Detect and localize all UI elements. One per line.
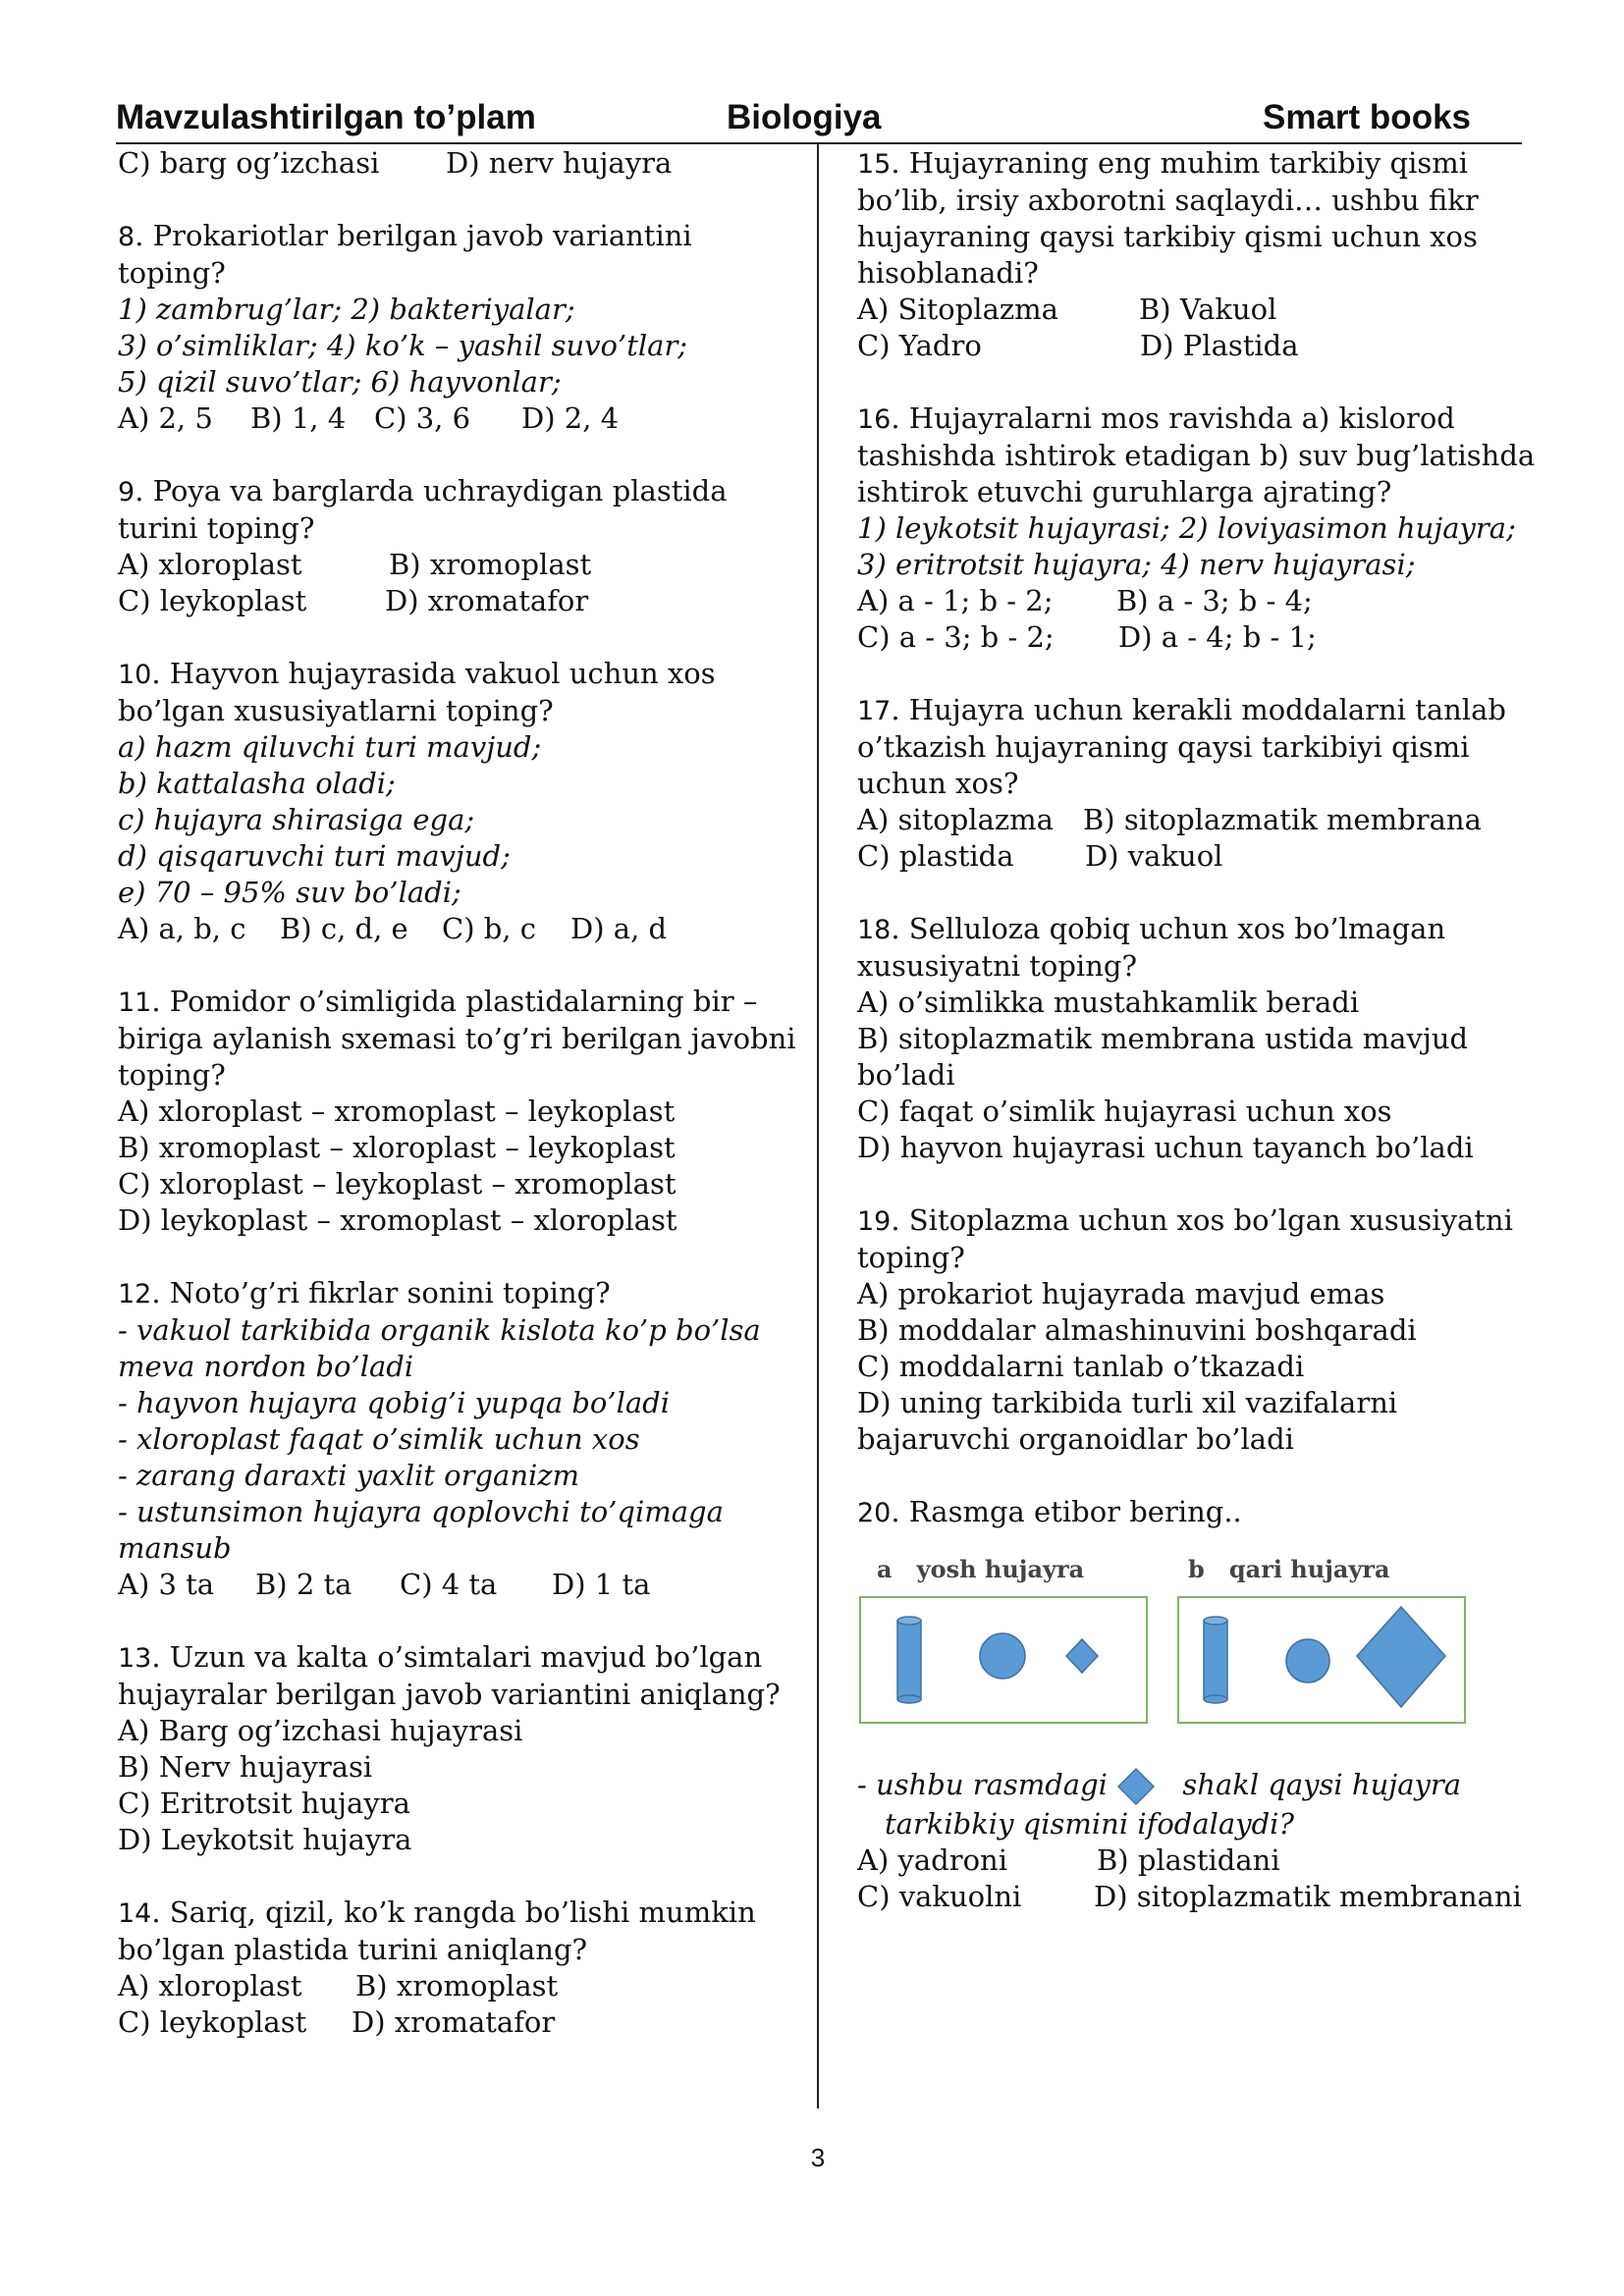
option-b: B) 2 ta (255, 1568, 352, 1601)
options-row (118, 1968, 805, 2004)
figure-label-b (1188, 1551, 1390, 1587)
option-c: C) Yadro (857, 329, 982, 362)
option-b-cont: bo’ladi (857, 1058, 955, 1092)
option-d: D) xromatafor (352, 2005, 556, 2039)
options-row (857, 802, 1525, 838)
option-a: A) yadroni (857, 1843, 1007, 1877)
option-a: A) 2, 5 (118, 401, 213, 435)
options-row (857, 1842, 1525, 1879)
list-item: 3) o’simliklar; 4) ko’k – yashil suvo’tlar; (118, 329, 688, 362)
question-number: 16 (857, 404, 892, 435)
option-b: B) xromoplast – xloroplast – leykoplast (118, 1131, 676, 1164)
question-text-cont: toping? (118, 1058, 226, 1092)
left-column (118, 145, 805, 2077)
circle-shape (980, 1633, 1025, 1679)
option-b: B) a - 3; b - 4; (1116, 584, 1313, 617)
question-text-cont: toping? (118, 256, 226, 290)
question-7-tail (118, 145, 805, 182)
question-17 (857, 692, 1525, 875)
list-item: 1) zambrug’lar; 2) bakteriyalar; (118, 293, 575, 326)
figure-letter-b: b (1188, 1555, 1205, 1583)
option-c: C) b, c (442, 912, 536, 945)
option-a: A) Barg og’izchasi hujayrasi (118, 1714, 523, 1747)
list-item: mansub (118, 1531, 232, 1565)
option-d: D) nerv hujayra (446, 146, 673, 180)
question-number: 10 (118, 660, 152, 690)
option-c: C) moddalarni tanlab o’tkazadi (857, 1350, 1305, 1383)
question-15 (857, 145, 1525, 364)
list-item: d) qisqaruvchi turi mavjud; (118, 839, 511, 873)
question-text: . Sariq, qizil, ko’k rangda bo’lishi mumkin (151, 1896, 756, 1929)
page-number: 3 (810, 2143, 826, 2172)
option-d: D) hayvon hujayrasi uchun tayanch bo’ladi (857, 1131, 1474, 1164)
question-text-cont: xususiyatni toping? (857, 949, 1137, 983)
options-row (118, 911, 805, 947)
old-cell-shapes (1179, 1598, 1464, 1722)
option-d: D) sitoplazmatik membranani (1094, 1880, 1522, 1913)
options-row (857, 292, 1525, 328)
question-text: . Sitoplazma uchun xos bo’lgan xususiyatni (891, 1203, 1513, 1237)
question-text-cont: hujayraning qaysi tarkibiy qismi uchun xos (857, 220, 1478, 253)
option-d: D) vakuol (1085, 839, 1223, 873)
question-text-cont: biriga aylanish sxemasi to’g’ri berilgan javobni (118, 1022, 796, 1055)
question-18 (857, 911, 1525, 1166)
option-d: D) leykoplast – xromoplast – xloroplast (118, 1203, 677, 1237)
question-text: . Hujayraning eng muhim tarkibiy qismi (891, 146, 1469, 180)
question-text-cont: ishtirok etuvchi guruhlarga ajrating? (857, 475, 1392, 508)
option-a: A) xloroplast (118, 1969, 302, 2002)
cylinder-shape (897, 1617, 921, 1703)
option-c: C) 3, 6 (374, 401, 471, 435)
options-row (857, 1879, 1525, 1915)
header-rule (116, 142, 1522, 144)
option-b: B) xromoplast (389, 548, 592, 581)
page-header (116, 98, 1522, 141)
options-row (118, 145, 805, 182)
question-number: 12 (118, 1279, 152, 1309)
option-b: B) 1, 4 (250, 401, 347, 435)
option-b: B) Vakuol (1139, 293, 1277, 326)
option-d: D) 2, 4 (521, 401, 620, 435)
options-row (857, 619, 1525, 656)
question-text: . Selluloza qobiq uchun xos bo’lmagan (891, 912, 1446, 945)
question-text-cont: bo’lgan plastida turini aniqlang? (118, 1933, 588, 1966)
list-item: - zarang daraxti yaxlit organizm (118, 1459, 580, 1492)
question-10 (118, 656, 805, 947)
question-text: . Rasmga etibor bering.. (891, 1495, 1242, 1528)
figure-letter-a: a (877, 1555, 893, 1583)
list-item: b) kattalasha oladi; (118, 767, 396, 800)
question-11 (118, 984, 805, 1239)
options-row (857, 838, 1525, 875)
question-text-cont: tashishda ishtirok etadigan b) suv bug’latishda (857, 439, 1536, 472)
list-item: meva nordon bo’ladi (118, 1350, 414, 1383)
option-a: A) 3 ta (118, 1568, 215, 1601)
header-collection-title: Mavzulashtirilgan to’plam (116, 98, 536, 136)
option-a: A) o’simlikka mustahkamlik beradi (857, 986, 1360, 1019)
option-d: D) Plastida (1140, 329, 1299, 362)
stem-text-1: - ushbu rasmdagi (857, 1768, 1108, 1801)
option-c: C) leykoplast (118, 2005, 307, 2039)
options-row (118, 1567, 805, 1603)
option-a: A) sitoplazma (857, 803, 1054, 836)
question-text-cont: hujayralar berilgan javob variantini aniqlang? (118, 1678, 781, 1711)
question-number: 13 (118, 1643, 152, 1674)
option-c: C) vakuolni (857, 1880, 1022, 1913)
option-a: A) prokariot hujayrada mavjud emas (857, 1277, 1385, 1310)
question-12 (118, 1275, 805, 1603)
question-number: 11 (118, 988, 152, 1018)
question-text: . Hujayralarni mos ravishda a) kislorod (891, 401, 1455, 435)
figure-label-a (877, 1551, 1084, 1587)
option-c: C) a - 3; b - 2; (857, 620, 1055, 654)
list-item: - ustunsimon hujayra qoplovchi to’qimaga (118, 1495, 724, 1528)
question-stem (857, 1767, 1525, 1806)
question-text-cont: hisoblanadi? (857, 256, 1039, 290)
circle-shape (1286, 1639, 1329, 1682)
option-a: A) a, b, c (118, 912, 246, 945)
option-b: B) Nerv hujayrasi (118, 1750, 373, 1784)
question-text: . Hayvon hujayrasida vakuol uchun xos (151, 657, 716, 690)
options-row (118, 547, 805, 583)
question-14 (118, 1895, 805, 2041)
young-cell-box (859, 1596, 1148, 1724)
cell-figure (857, 1551, 1525, 1767)
list-item: - vakuol tarkibida organik kislota ko’p bo’lsa (118, 1313, 761, 1347)
option-c: C) 4 ta (400, 1568, 498, 1601)
list-item: - xloroplast faqat o’simlik uchun xos (118, 1422, 640, 1456)
option-c: C) leykoplast (118, 584, 307, 617)
question-text-cont: turini toping? (118, 511, 315, 545)
option-d: D) xromatafor (385, 584, 589, 617)
column-divider (817, 143, 819, 2109)
list-item: 1) leykotsit hujayrasi; 2) loviyasimon hujayra; (857, 511, 1516, 545)
question-number: 19 (857, 1206, 892, 1237)
option-c: C) plastida (857, 839, 1014, 873)
question-text: . Hujayra uchun kerakli moddalarni tanlab (891, 693, 1506, 726)
options-row (857, 583, 1525, 619)
question-9 (118, 473, 805, 619)
question-number: 18 (857, 915, 892, 945)
figure-caption-b: qari hujayra (1228, 1555, 1390, 1583)
option-c: C) xloroplast – leykoplast – xromoplast (118, 1167, 677, 1201)
question-number: 14 (118, 1898, 152, 1929)
option-a: A) Sitoplazma (857, 293, 1058, 326)
right-column (857, 145, 1536, 1951)
question-number: 15 (857, 149, 892, 180)
option-d: D) a - 4; b - 1; (1118, 620, 1317, 654)
question-number: 9 (118, 477, 135, 507)
list-item: e) 70 – 95% suv bo’ladi; (118, 876, 461, 909)
option-d: D) 1 ta (552, 1568, 651, 1601)
option-d: D) a, d (570, 912, 668, 945)
option-c: C) Eritrotsit hujayra (118, 1787, 410, 1820)
question-text-cont: toping? (857, 1241, 965, 1274)
option-b: B) sitoplazmatik membrana ustida mavjud (857, 1022, 1469, 1055)
list-item: 5) qizil suvo’tlar; 6) hayvonlar; (118, 365, 562, 399)
option-c: C) faqat o’simlik hujayrasi uchun xos (857, 1095, 1392, 1128)
young-cell-shapes (861, 1598, 1146, 1722)
option-b: B) sitoplazmatik membrana (1083, 803, 1482, 836)
question-text: . Pomidor o’simligida plastidalarning bir – (151, 985, 758, 1018)
question-number: 17 (857, 696, 892, 726)
options-row (857, 328, 1525, 364)
header-publisher: Smart books (1263, 98, 1471, 136)
question-16 (857, 400, 1536, 656)
list-item: c) hujayra shirasiga ega; (118, 803, 475, 836)
question-text-cont: bo’lib, irsiy axborotni saqlaydi… ushbu fikr (857, 184, 1479, 217)
option-a: A) a - 1; b - 2; (857, 584, 1054, 617)
option-b: B) c, d, e (280, 912, 408, 945)
option-a: A) xloroplast – xromoplast – leykoplast (118, 1095, 676, 1128)
header-subject: Biologiya (727, 98, 882, 136)
figure-caption-a: yosh hujayra (916, 1555, 1085, 1583)
diamond-shape-small (1066, 1639, 1098, 1673)
diamond-shape-large (1357, 1607, 1445, 1707)
question-text: . Uzun va kalta o’simtalari mavjud bo’lgan (151, 1640, 763, 1674)
question-19 (857, 1202, 1525, 1458)
cylinder-shape (1204, 1617, 1227, 1703)
question-20 (857, 1494, 1525, 1915)
option-b: B) plastidani (1097, 1843, 1280, 1877)
diamond-shape-inline (1116, 1767, 1156, 1806)
question-text-cont: o’tkazish hujayraning qaysi tarkibiyi qismi (857, 730, 1470, 764)
question-text: . Noto’g’ri fikrlar sonini toping? (151, 1276, 611, 1309)
option-a: A) xloroplast (118, 548, 302, 581)
option-d: D) uning tarkibida turli xil vazifalarni (857, 1386, 1398, 1419)
list-item: - hayvon hujayra qobig’i yupqa bo’ladi (118, 1386, 670, 1419)
old-cell-box (1177, 1596, 1466, 1724)
question-text: . Prokariotlar berilgan javob variantini (135, 219, 692, 252)
option-b: B) moddalar almashinuvini boshqaradi (857, 1313, 1417, 1347)
option-b: B) xromoplast (355, 1969, 559, 2002)
question-13 (118, 1639, 805, 1858)
question-number: 20 (857, 1498, 892, 1528)
option-d-cont: bajaruvchi organoidlar bo’ladi (857, 1422, 1294, 1456)
question-8 (118, 218, 805, 437)
options-row (118, 400, 805, 437)
list-item: 3) eritrotsit hujayra; 4) nerv hujayrasi; (857, 548, 1416, 581)
options-row (118, 583, 805, 619)
stem-text-3: tarkibkiy qismini ifodalaydi? (885, 1807, 1294, 1841)
option-d: D) Leykotsit hujayra (118, 1823, 412, 1856)
stem-text-2: shakl qaysi hujayra (1182, 1768, 1462, 1801)
question-text-cont: uchun xos? (857, 767, 1019, 800)
question-number: 8 (118, 222, 135, 252)
question-text: . Poya va barglarda uchraydigan plastida (135, 474, 728, 507)
list-item: a) hazm qiluvchi turi mavjud; (118, 730, 542, 764)
options-row (118, 2004, 805, 2041)
question-text-cont: bo’lgan xususiyatlarni toping? (118, 694, 554, 727)
option-c: C) barg og’izchasi (118, 146, 380, 180)
